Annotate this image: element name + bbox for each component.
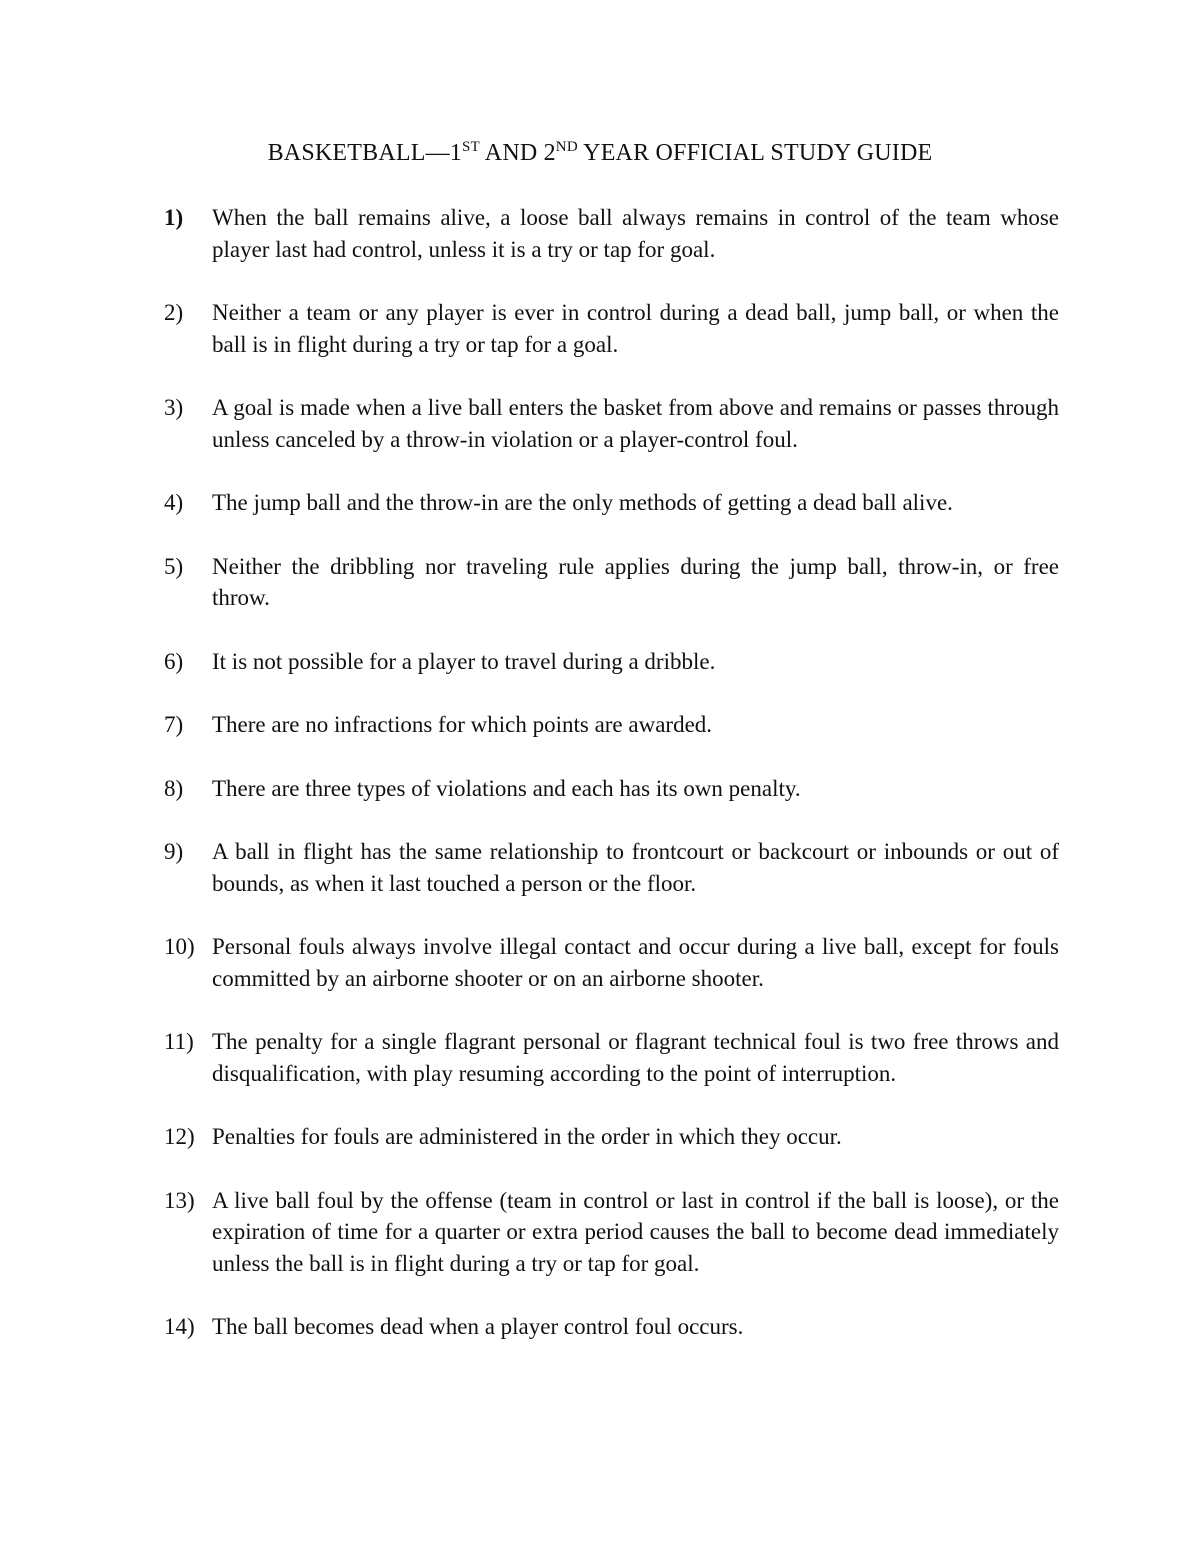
question-text: Penalties for fouls are administered in the order in which they occur.	[212, 1124, 842, 1149]
question-item	[164, 487, 1059, 519]
question-number: 11)	[164, 1029, 194, 1054]
question-list	[164, 202, 1059, 1375]
question-number: 6)	[164, 648, 184, 674]
question-number: 14)	[164, 1314, 195, 1339]
question-item	[164, 297, 1059, 360]
question-item	[164, 392, 1059, 455]
question-number: 2)	[164, 300, 184, 325]
question-text: A goal is made when a live ball enters the basket from above and remains or passes through unless canceled by a throw-in violation or a player-control foul.	[212, 395, 1059, 452]
question-number: 9)	[164, 839, 184, 864]
question-text: Personal fouls always involve illegal contact and occur during a live ball, except for fouls committed by an airborne shooter or on an airborne shooter.	[212, 934, 1059, 991]
question-text: It is not possible for a player to travel during a dribble.	[212, 648, 716, 674]
question-item	[164, 931, 1059, 994]
question-number: 8)	[164, 775, 184, 801]
question-item	[164, 836, 1059, 899]
question-text: A live ball foul by the offense (team in control or last in control if the ball is loose), or the expiration of time for a quarter or extra period causes the ball to become dead immediately unless the ball is in flight during a try or tap for goal.	[212, 1187, 1059, 1276]
question-text: There are three types of violations and each has its own penalty.	[212, 775, 801, 801]
question-text: When the ball remains alive, a loose ball always remains in control of the team whose player last had control, unless it is a try or tap for goal.	[212, 205, 1059, 262]
question-item	[164, 202, 1059, 265]
title-superscript: ND	[555, 139, 578, 155]
title-text-part: AND 2	[479, 140, 556, 166]
question-item	[164, 551, 1059, 614]
question-number: 12)	[164, 1124, 195, 1149]
question-text: A ball in flight has the same relationship to frontcourt or backcourt or inbounds or out of bounds, as when it last touched a person or the floor.	[212, 839, 1059, 896]
question-number: 13)	[164, 1187, 195, 1213]
question-number: 7)	[164, 712, 184, 737]
title-text-part: BASKETBALL—1	[267, 140, 462, 166]
question-number: 4)	[164, 490, 184, 515]
title-superscript: ST	[462, 139, 480, 155]
question-number: 10)	[164, 934, 195, 959]
question-number: 1)	[164, 205, 184, 230]
question-item	[164, 773, 1059, 805]
question-text: There are no infractions for which points are awarded.	[212, 712, 713, 737]
title-text-part: YEAR OFFICIAL STUDY GUIDE	[577, 140, 933, 166]
question-item	[164, 1121, 1059, 1153]
question-text: The jump ball and the throw-in are the only methods of getting a dead ball alive.	[212, 490, 953, 515]
question-item	[164, 646, 1059, 678]
question-text: Neither a team or any player is ever in control during a dead ball, jump ball, or when the ball is in flight during a try or tap for a goal.	[212, 300, 1059, 357]
question-text: The ball becomes dead when a player control foul occurs.	[212, 1314, 744, 1339]
question-number: 3)	[164, 395, 184, 420]
question-text: Neither the dribbling nor traveling rule applies during the jump ball, throw-in, or free throw.	[212, 553, 1059, 610]
question-item	[164, 709, 1059, 741]
question-number: 5)	[164, 553, 184, 579]
question-text: The penalty for a single flagrant personal or flagrant technical foul is two free throws and disqualification, with play resuming according to the point of interruption.	[212, 1029, 1059, 1086]
question-item	[164, 1185, 1059, 1280]
document-title	[0, 140, 1200, 167]
question-item	[164, 1311, 1059, 1343]
question-item	[164, 1026, 1059, 1089]
